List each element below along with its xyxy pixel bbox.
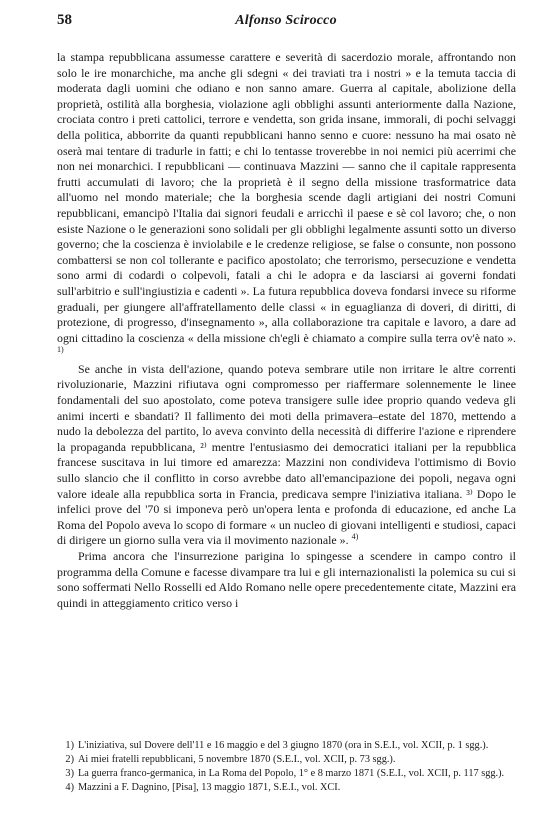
footnote-text: Mazzini a F. Dagnino, [Pisa], 13 maggio 1871, S.E.I., vol. XCI. [78, 781, 341, 793]
page-header [57, 12, 515, 34]
paragraph-3 [57, 549, 516, 611]
paragraph-2-text: Se anche in vista dell'azione, quando poteva sembrare utile non irritare le altre correnti rivoluzionarie, Mazzini rifiutava ogni compromesso per riaffermare solennemente le linee fondamentali del suo apostolato, come poteva transigere sulle idee proprio quando vedeva gli animi incerti e sbandati? Il fallimento dei moti della primavera–estate del 1870, mettendo a nudo la debolezza del partito, lo aveva convinto della necessità di differire l'azione e riprendere la propaganda repubblicana, ²⁾ mentre l'entusiasmo dei democratici italiani per la repubblica francese suscitava in lui timore ed amarezza: Mazzini non condivideva l'ottimismo di Bovio sullo slancio che il conflitto in corso avrebbe dato all'emancipazione dei popoli, negava ogni valore ideale alla repubblica sorta in Francia, predicava sempre l'iniziativa italiana. ³⁾ Dopo le infelici prove del '70 si imponeva però un'opera lenta e profonda di educazione, ed anche La Roma del Popolo aveva lo scopo di formare « un nucleo di giovani intelligenti e studiosi, capaci di dirigere un giorno sulla vera via il movimento nazionale ». [57, 361, 516, 548]
note-ref-1: 1) [57, 345, 64, 355]
footnote-text: L'iniziativa, sul Dovere dell'11 e 16 maggio e del 3 giugno 1870 (ora in S.E.I., vol. XCII, p. 1 sgg.). [78, 740, 489, 751]
page-number: 58 [57, 12, 72, 28]
paragraph-1-text: la stampa repubblicana assumesse carattere e severità di sacerdozio morale, affrontando non solo le ire monarchiche, ma anche gli sdegni « dei traviati tra i nostri » e la temuta taccia di moderata dagli uomini che odiano e non sanno amare. Guerra al capitale, abolizione della proprietà, ostilità alla borghesia, violazione agli obblighi assunti anteriormente dalla Nazione, crociata contro i preti cattolici, terrore e vendetta, son grida insane, immorali, di pochi selvaggi della politica, abborrite da quanti repubblicani hanno senno e cuore: nessuno ha mai osato nè oserà mai tentare di tradurle in fatti; e chi lo tentasse troverebbe in noi nemici più acerrimi che non nei monarchici. I repubblicani — continuava Mazzini — sanno che il capitale rappresenta frutti accumulati di lavoro; che la proprietà è il segno della missione trasformatrice data all'uomo nel mondo materiale; che la borghesia scende dagli artigiani dei nostri Comuni repubblicani, emancipò l'Italia dai signori feudali e arricchì il paese e sè col lavoro; che, o non esiste Nazione o le generazioni sono solidali per gli obblighi legalmente assunti sotto un diverso governo; che la coscienza è inviolabile e le credenze religiose, se false o consunte, non possono combattersi se non col tollerante e pacifico apostolato; che terrorismo, persecuzione e vendetta sono armi di codardi o colpevoli, fatali a chi le adopra e da lasciarsi ai governi fondati sull'arbitrio e sull'ingiustizia e cadenti ». La futura repubblica doveva fondarsi invece su riforme graduali, per giungere all'affratellamento delle classi « in eguaglianza di doveri, di diritti, di protezione, di progresso, d'insegnamento », alla collaborazione tra capitale e lavoro, a dare ad ogni cittadino la coscienza « della missione ch'egli è chiamato a compire sulla terra ov'è nato ». [57, 50, 516, 345]
footnote-text: La guerra franco-germanica, in La Roma del Popolo, 1° e 8 marzo 1871 (S.E.I., vol. XCII, p. 117 sgg.). [78, 767, 505, 779]
footnote-number: 2) [65, 753, 74, 765]
footnote-4 [57, 781, 516, 795]
footnote-1 [57, 739, 516, 753]
footnote-number: 3) [65, 767, 74, 779]
paragraph-2 [57, 362, 516, 549]
paragraph-3-text: Prima ancora che l'insurrezione parigina lo spingesse a scendere in campo contro il programma della Comune e facesse divampare tra lui e gli internazionalisti la polemica su cui si sono soffermati Nello Rosselli ed Aldo Romano nelle opere precedentemente citate, Mazzini era quindi in atteggiamento critico verso i [57, 549, 516, 610]
running-head: Alfonso Scirocco [235, 13, 337, 28]
paragraph-1 [57, 50, 516, 362]
footnote-text: Ai miei fratelli repubblicani, 5 novembre 1870 (S.E.I., vol. XCII, p. 73 sgg.). [78, 753, 396, 765]
footnote-2 [57, 753, 516, 767]
note-ref-4: 4) [351, 532, 359, 542]
footnote-number: 1) [65, 740, 74, 751]
footnote-number: 4) [65, 781, 74, 793]
footnote-3 [57, 767, 516, 781]
footnotes [57, 739, 516, 795]
body-text [57, 50, 516, 611]
